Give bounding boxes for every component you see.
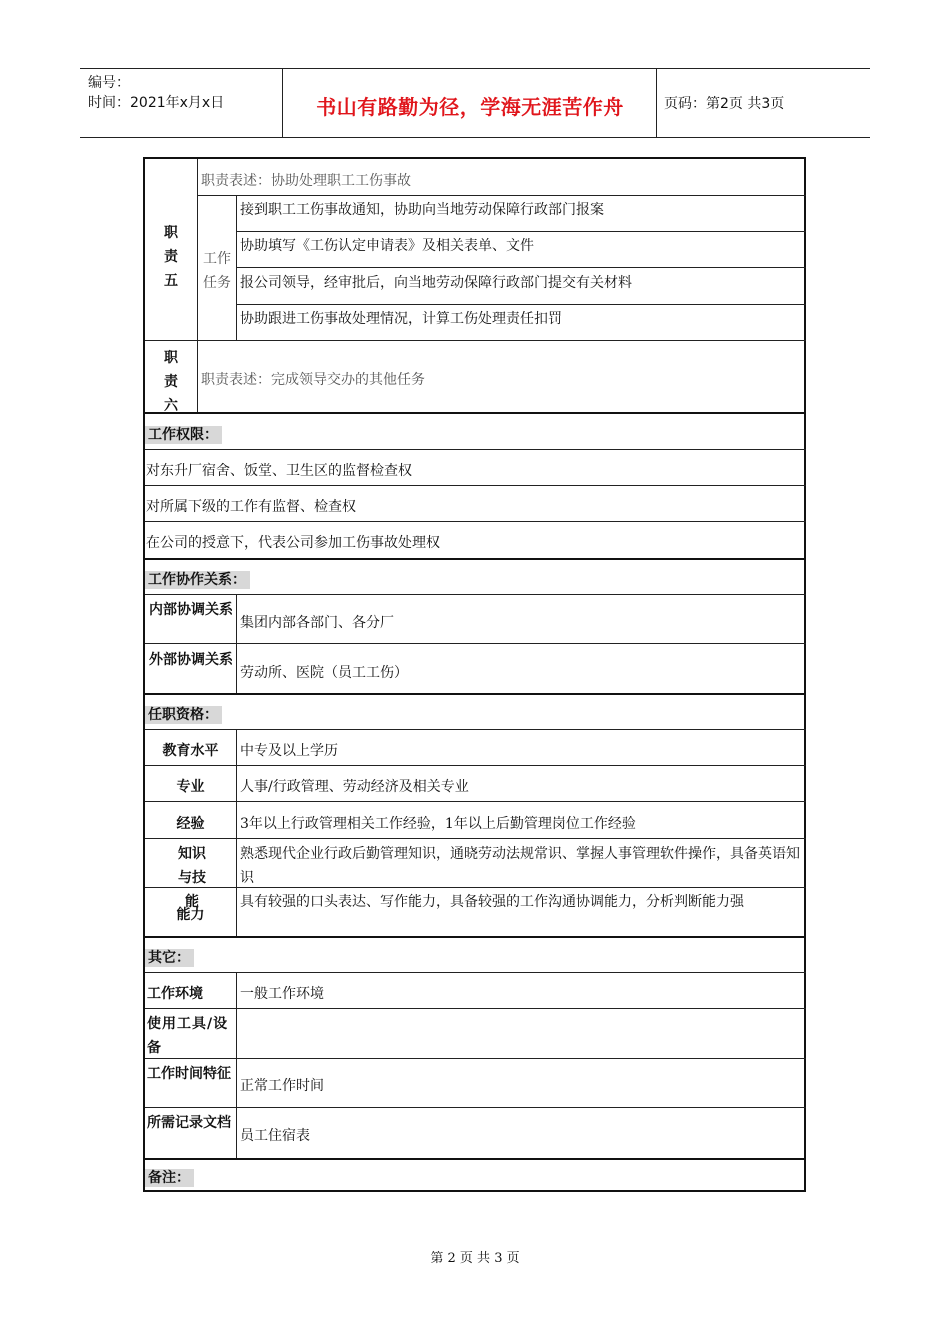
row-divider xyxy=(236,304,806,305)
row-divider xyxy=(145,449,806,450)
external-relations-value: 劳动所、医院（员工工伤） xyxy=(240,665,408,681)
header-motto: 书山有路勤为径，学海无涯苦作舟 xyxy=(316,95,624,119)
duty5-task-4: 协助跟进工伤事故处理情况，计算工伤处理责任扣罚 xyxy=(240,311,562,327)
duty5-title xyxy=(145,221,197,293)
job-description-table xyxy=(143,157,806,1192)
column-divider xyxy=(236,972,237,1158)
section-divider xyxy=(145,1158,806,1160)
header-divider xyxy=(656,69,657,137)
others-heading: 其它： xyxy=(145,949,194,967)
qualifications-heading: 任职资格： xyxy=(145,706,222,724)
qualification-value-experience: 3年以上行政管理相关工作经验，1年以上后勤管理岗位工作经验 xyxy=(240,816,636,832)
external-relations-label: 外部协调关系 xyxy=(149,652,233,668)
header-divider xyxy=(282,69,283,137)
qualification-label-experience: 经验 xyxy=(176,816,205,832)
section-divider xyxy=(145,558,806,560)
row-divider xyxy=(236,231,806,232)
duty5-task-3: 报公司领导，经审批后，向当地劳动保障行政部门提交有关材料 xyxy=(240,275,632,291)
qualification-value-education: 中专及以上学历 xyxy=(240,743,338,759)
row-divider xyxy=(145,1058,806,1059)
authority-item-2: 对所属下级的工作有监督、检查权 xyxy=(146,499,356,515)
other-value-working-hours: 正常工作时间 xyxy=(240,1078,324,1094)
qualification-value-major: 人事/行政管理、劳动经济及相关专业 xyxy=(240,779,469,795)
duty6-title-text: 职责六 xyxy=(164,350,178,414)
row-divider xyxy=(236,267,806,268)
other-label-tools: 使用工具/设备 xyxy=(147,1016,229,1056)
section-divider xyxy=(145,936,806,938)
section-divider xyxy=(145,412,806,414)
row-divider xyxy=(145,340,806,341)
qualification-label-ability: 能力 xyxy=(176,907,205,923)
header-page-number: 页码：第2页 共3页 xyxy=(664,96,785,112)
qualification-label-skills: 知识与技能 xyxy=(178,846,206,910)
duty5-task-2: 协助填写《工伤认定申请表》及相关表单、文件 xyxy=(240,238,534,254)
other-value-records: 员工住宿表 xyxy=(240,1128,310,1144)
duty5-title-text: 职责五 xyxy=(164,225,178,289)
relations-heading: 工作协作关系： xyxy=(145,571,250,589)
row-divider xyxy=(145,972,806,973)
section-divider xyxy=(145,693,806,695)
other-label-records: 所需记录文档 xyxy=(147,1115,231,1131)
row-divider xyxy=(145,1107,806,1108)
row-divider xyxy=(145,643,806,644)
qualification-label-education: 教育水平 xyxy=(162,743,219,759)
other-label-working-hours: 工作时间特征 xyxy=(147,1066,231,1082)
duty5-tasks-label: 工作任务 xyxy=(203,251,231,291)
page-footer: 第 2 页 共 3 页 xyxy=(430,1251,520,1266)
other-value-environment: 一般工作环境 xyxy=(240,986,324,1002)
authority-item-1: 对东升厂宿舍、饭堂、卫生区的监督检查权 xyxy=(146,463,412,479)
header-meta xyxy=(88,73,224,113)
row-divider xyxy=(145,801,806,802)
row-divider xyxy=(145,838,806,839)
row-divider xyxy=(145,521,806,522)
row-divider xyxy=(197,195,806,196)
row-divider xyxy=(145,1008,806,1009)
internal-relations-label: 内部协调关系 xyxy=(149,602,233,618)
internal-relations-value: 集团内部各部门、各分厂 xyxy=(240,615,394,631)
row-divider xyxy=(145,765,806,766)
duty5-description: 职责表述：协助处理职工工伤事故 xyxy=(201,173,411,189)
other-label-environment: 工作环境 xyxy=(147,986,203,1002)
qualification-label-major: 专业 xyxy=(176,779,205,795)
duty6-title xyxy=(145,346,197,418)
document-date: 时间：2021年x月x日 xyxy=(88,95,225,111)
qualification-value-ability: 具有较强的口头表达、写作能力，具备较强的工作沟通协调能力，分析判断能力强 xyxy=(240,894,744,910)
document-number: 编号： xyxy=(88,75,130,91)
row-divider xyxy=(145,729,806,730)
remarks-heading: 备注： xyxy=(145,1169,194,1187)
page-header xyxy=(80,68,870,138)
authority-item-3: 在公司的授意下，代表公司参加工伤事故处理权 xyxy=(146,535,440,551)
row-divider xyxy=(145,485,806,486)
duty5-task-1: 接到职工工伤事故通知，协助向当地劳动保障行政部门报案 xyxy=(240,202,604,218)
row-divider xyxy=(145,594,806,595)
column-divider xyxy=(236,729,237,936)
authority-heading: 工作权限： xyxy=(145,426,222,444)
duty6-description: 职责表述：完成领导交办的其他任务 xyxy=(201,372,425,388)
column-divider xyxy=(197,159,198,412)
qualification-value-skills: 熟悉现代企业行政后勤管理知识，通晓劳动法规常识、掌握人事管理软件操作，具备英语知识 xyxy=(240,846,800,886)
row-divider xyxy=(145,887,806,888)
